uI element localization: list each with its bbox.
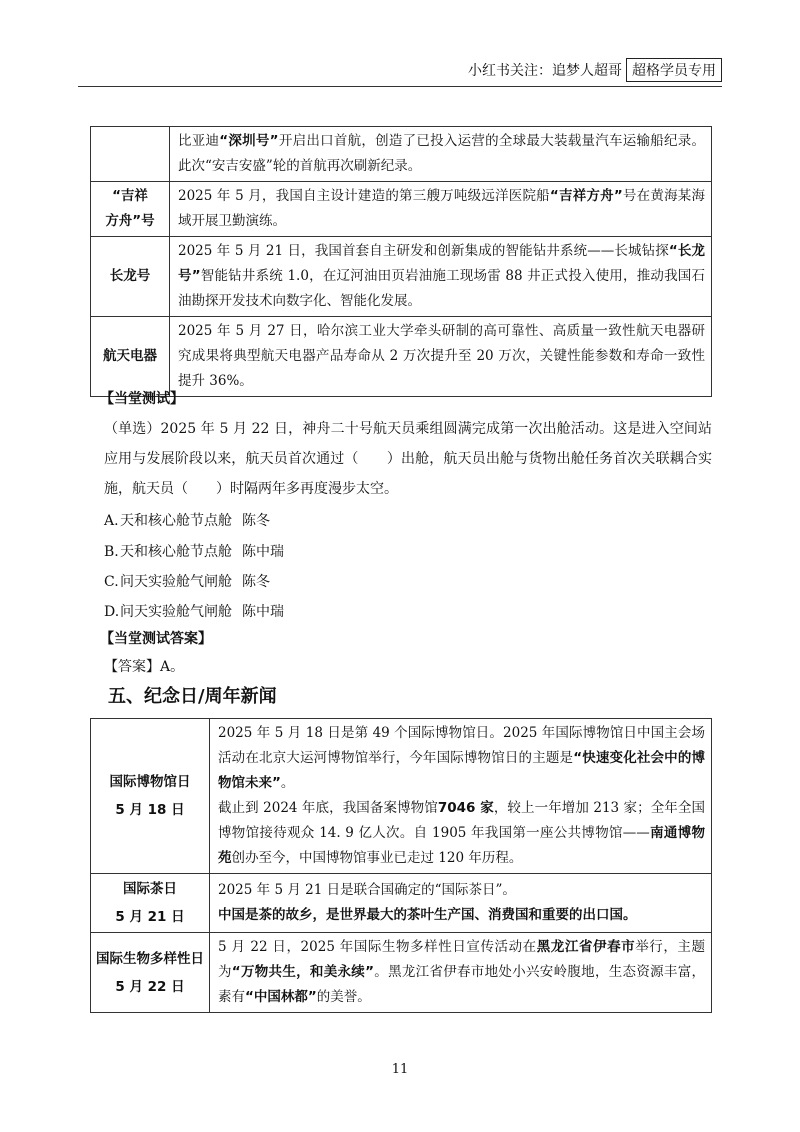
bold-text: 7046 家 [437, 800, 494, 816]
text-run: 截止到 2024 年底，我国备案博物馆 [218, 800, 438, 816]
row-header [91, 874, 210, 933]
text-run: ，较上一年增加 213 家；全年全国博物馆接待观众 14. 9 亿人次。自 1905 年我国第一座公共博物馆—— [218, 800, 705, 841]
row-header-line: 5 月 18 日 [115, 802, 185, 818]
text-run: 2025 年 5 月 21 日，我国首套自主研发和创新集成的智能钻井系统——长城钻探 [178, 243, 669, 259]
bold-text: “吉祥方舟” [549, 188, 623, 204]
row-header-line: 国际生物多样性日 [96, 950, 204, 967]
row-header [91, 182, 170, 237]
option-a: A.天和核心舱节点舱 陈冬 [104, 513, 270, 529]
page-number: 11 [391, 1062, 409, 1077]
row-header-line: 方舟”号 [105, 213, 155, 229]
quiz-question: （单选）2025 年 5 月 22 日，神舟二十号航天员乘组圆满完成第一次出舱活动。这是进入空间站应用与发展阶段以来，航天员首次通过（ ）出舱，航天员出舱与货物出舱任务首次关联耦合实施，航天员（ ）时隔两年多再度漫步太空。 [104, 421, 712, 497]
text-run: 2025 年 5 月 21 日是联合国确定的“国际茶日”。 [218, 882, 516, 898]
row-header-line: 5 月 21 日 [115, 909, 185, 925]
content-paragraph [218, 935, 705, 1010]
row-header-line: 长龙号 [109, 268, 151, 284]
table-row [91, 182, 712, 237]
row-content [210, 933, 712, 1013]
bold-text: 中国是茶的故乡，是世界最大的茶叶生产国、消费国和重要的出口国。 [218, 907, 637, 923]
text-run: 举行，主题为 [218, 939, 705, 980]
table-row [91, 874, 712, 933]
table-row [91, 317, 712, 397]
text-run: 2025 年 5 月，我国自主设计建造的第三艘万吨级远洋医院船 [178, 188, 550, 204]
tech-news-table [90, 126, 712, 397]
answer-text: 【答案】A。 [104, 659, 185, 675]
row-header [91, 933, 210, 1013]
text-run: 创办至今，中国博物馆事业已走过 120 年历程。 [231, 850, 523, 866]
text-run: 。黑龙江省伊春市地处小兴安岭腹地，生态资源丰富，素有 [218, 964, 706, 1005]
row-header [91, 317, 170, 397]
text-run: 5 月 22 日，2025 年国际生物多样性日宣传活动在 [218, 939, 537, 955]
answer-label: 【当堂测试答案】 [100, 631, 212, 647]
content-paragraph [218, 721, 705, 796]
option-c: C.问天实验舱气闸舱 陈冬 [104, 574, 270, 590]
bold-text: 黑龙江省伊春市 [536, 939, 636, 955]
content-paragraph [218, 796, 705, 871]
row-header [91, 127, 170, 182]
row-content [170, 127, 712, 182]
bold-text: “万物共生，和美永续” [231, 964, 374, 980]
page-header [468, 58, 722, 82]
option-b: B.天和核心舱节点舱 陈中瑞 [104, 544, 284, 560]
text-run: 智能钻井系统 1.0，在辽河油田页岩油施工现场雷 88 井正式投入使用，推动我国石油勘探开发技术向数字化、智能化发展。 [178, 268, 705, 309]
section-title: 五、纪念日/周年新闻 [108, 686, 277, 707]
content-paragraph [218, 903, 705, 928]
header-account: 小红书关注：追梦人超哥 [468, 63, 622, 79]
row-header-line: 国际茶日 [123, 881, 177, 897]
text-run: 比亚迪 [178, 133, 220, 149]
bold-text: “深圳号” [219, 133, 279, 149]
anniversary-table [90, 718, 712, 1013]
row-header-line: 5 月 22 日 [115, 978, 185, 995]
row-header-line: “吉祥 [112, 188, 148, 204]
quiz-label: 【当堂测试】 [100, 391, 184, 407]
row-content [170, 237, 712, 317]
table-row [91, 719, 712, 874]
header-divider [78, 86, 722, 87]
text-run: 2025 年 5 月 18 日是第 49 个国际博物馆日。2025 年国际博物馆日中国主会场活动在北京大运河博物馆举行，今年国际博物馆日的主题是 [218, 725, 705, 766]
row-content [170, 182, 712, 237]
row-content [170, 317, 712, 397]
bold-text: “长龙号” [178, 243, 705, 284]
option-d: D.问天实验舱气闸舱 陈中瑞 [104, 604, 284, 620]
text-run: 的美誉。 [316, 989, 371, 1005]
table-row [91, 127, 712, 182]
row-content [210, 719, 712, 874]
bold-text: “中国林都” [245, 989, 317, 1005]
bold-text: 南通博物苑 [218, 825, 705, 866]
row-header-line: 航天电器 [103, 348, 157, 364]
row-header [91, 237, 170, 317]
bold-text: “快速变化社会中的博物馆未来” [218, 750, 706, 791]
row-content [210, 874, 712, 933]
text-run: 开启出口首航，创造了已投入运营的全球最大装载量汽车运输船纪录。此次“安吉安盛”轮的首航再次刷新纪录。 [178, 133, 706, 174]
row-header [91, 719, 210, 874]
row-header-line: 国际博物馆日 [109, 774, 191, 790]
header-tag: 超格学员专用 [626, 58, 722, 82]
content-paragraph [218, 878, 705, 903]
text-run: 号在黄海某海域开展卫勤演练。 [178, 188, 706, 229]
table-row [91, 933, 712, 1013]
text-run: 。 [280, 775, 295, 791]
table-row [91, 237, 712, 317]
text-run: 2025 年 5 月 27 日，哈尔滨工业大学牵头研制的高可靠性、高质量一致性航天电器研究成果将典型航天电器产品寿命从 2 万次提升至 20 万次，关键性能参数和寿命一致性提升 36%。 [178, 323, 705, 389]
